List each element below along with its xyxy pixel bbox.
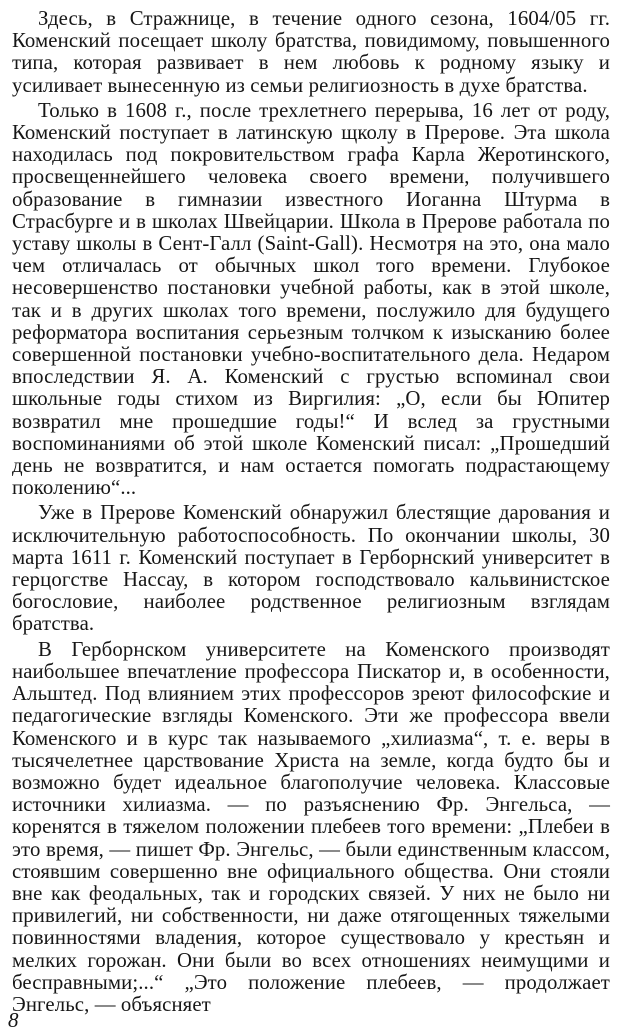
paragraph-strazhnice: Здесь, в Стражнице, в течение одного сезона, 1604/05 гг. Коменский посещает школу братства, повидимому, повышенного типа, которая развивает в нем любовь к родному языку и усиливает вынесенную из семьи религиозность в духе братства. xyxy=(12,7,610,97)
paragraph-herborn: В Герборнском университете на Коменского производят наибольшее впечатление профессора Пискатор и, в особенности, Альштед. Под влиянием этих профессоров зреют философские и педагогические взгляды Коменского. Эти же профессора ввели Коменского и в курс так называемого „хилиазма“, т. е. веры в тысячелетнее царствование Христа на земле, когда будто бы и возможно будет идеальное благополучие человека. Классовые источники хилиазма. — по разъяснению Фр. Энгельса, — коренятся в тяжелом положении плебеев того времени: „Плебеи в это время, — пишет Фр. Энгельс, — были единственным классом, стоявшим совершенно вне официального общества. Они стояли вне как феодальных, так и городских связей. У них не было ни привилегий, ни собственности, ни даже отягощенных тяжелыми повинностями владения, которое существовало у крестьян и мелких горожан. Они были во всех отношениях неимущими и бесправными;...“ „Это положение плебеев, — продолжает Энгельс, — объясняет xyxy=(12,637,610,1016)
page-number: 8 xyxy=(8,1008,19,1032)
page-text xyxy=(12,8,610,1016)
paragraph-gifts: Уже в Прерове Коменский обнаружил блестящие дарования и исключительную работоспособность. По окончании школы, 30 марта 1611 г. Коменский поступает в Герборнский университет в герцогстве Нассау, в котором господствовало кальвинистское богословие, наиболее родственное религиозным взглядам братства. xyxy=(12,501,610,636)
paragraph-prerov-school: Только в 1608 г., после трехлетнего перерыва, 16 лет от роду, Коменский поступает в латинскую щколу в Прерове. Эта школа находилась под покровительством графа Карла Жеротинского, просвещеннейшего человека своего времени, получившего образование в гимназии известного Иоганна Штурма в Страсбурге и в школах Швейцарии. Школа в Прерове работала по уставу школы в Сент-Галл (Saint-Gall). Несмотря на это, она мало чем отличалась от обычных школ того времени. Глубокое несовершенство постановки учебной работы, как в этой школе, так и в других школах того времени, послужило для будущего реформатора воспитания серьезным толчком к изысканию более совершенной постановки учебно-воспитательного дела. Недаром впоследствии Я. А. Коменский с грустью вспоминал свои школьные годы стихом из Виргилия: „О, если бы Юпитер возвратил мне прошедшие годы!“ И вслед за грустными воспоминаниями об этой школе Коменский писал: „Прошедший день не возвратится, и нам остается помогать подрастающему поколению“... xyxy=(12,98,610,500)
